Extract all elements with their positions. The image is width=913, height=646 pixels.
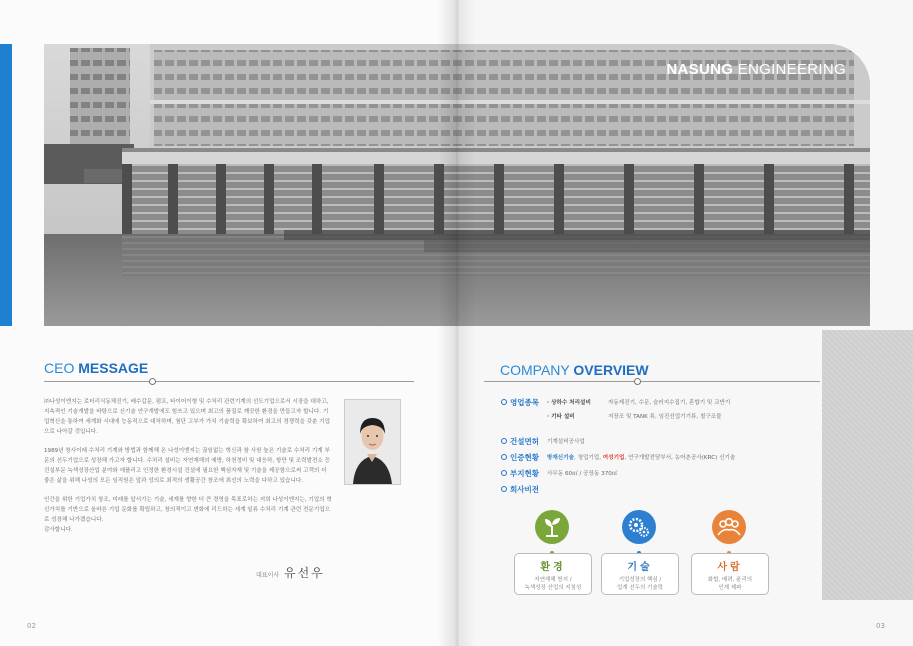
right-gray-panel bbox=[822, 330, 913, 600]
vision-desc: 자연재해 방지 / 녹색성장 산업의 지침성 bbox=[524, 577, 582, 591]
ceo-portrait bbox=[344, 399, 401, 485]
cert-label: 인증현황 bbox=[501, 452, 539, 463]
ceo-message-body bbox=[44, 397, 332, 544]
hero-photo bbox=[44, 44, 870, 326]
signature-name: 유선우 bbox=[284, 566, 325, 580]
sprout-icon bbox=[535, 510, 569, 544]
overview-section-title: COMPANY OVERVIEW bbox=[500, 362, 649, 378]
cert-value: 방재신기술, 청업기업, 여성기업, 연구개발전담부서, 농어촌공사(KRC) 신기술 bbox=[547, 455, 736, 461]
business-label: 영업종목 bbox=[501, 397, 539, 408]
site-value: 사무동 60㎡ / 공장동 370㎡ bbox=[547, 471, 618, 477]
ceo-paragraph: 1989년 창사이래 수처리 기계와 방법과 함께해 온 나성이엔지는 끊임없는 혁신과 참 사원 높은 기술로 수처리 기계 부문의 선두기업으로 성장해 가고자 합니다. 수처리 설비는 자연재해의 예방, 하천정비 및 대응하, 항만 및 조력발전소 등 건설부문 녹색성장산업 분야와 애플리고 인정한 환경시설 건설에 필요한 핵심자재 및 기술을 제공함으로써 고객의 더 좋은 삶을 위해 나성의 모든 임직원은 앞과 성의로 최적의 생활공간 창조에 최선의 노력을 다하고 있습니다. bbox=[44, 448, 330, 484]
floodgate-photo-illustration bbox=[44, 44, 870, 326]
ceo-section-title: CEO MESSAGE bbox=[44, 360, 149, 376]
gears-icon bbox=[622, 510, 656, 544]
page-number-right: 03 bbox=[876, 622, 885, 630]
vision-title: 기술 bbox=[627, 562, 653, 573]
people-icon bbox=[712, 510, 746, 544]
ceo-closing: 감사합니다. bbox=[44, 527, 73, 533]
vision-card-technology bbox=[601, 553, 679, 595]
license-label: 건설면허 bbox=[501, 436, 539, 447]
site-label: 부지현황 bbox=[501, 468, 539, 479]
ceo-title-underline bbox=[44, 381, 414, 382]
overview-title-underline bbox=[484, 381, 820, 382]
vision-card-people bbox=[691, 553, 769, 595]
brand-title: NASUNG ENGINEERING bbox=[666, 61, 846, 78]
vision-label: 회사비전 bbox=[501, 484, 539, 495]
vision-title: 사람 bbox=[717, 562, 743, 573]
license-value: 기계설비공사업 bbox=[547, 439, 585, 445]
business-sub-water: · 상하수 처리설비 bbox=[547, 398, 591, 406]
vision-desc: 화합, 배려, 윤리의 인재 제파 bbox=[707, 577, 753, 591]
overview-title-dot bbox=[634, 378, 641, 385]
business-sub-other: · 기타 설비 bbox=[547, 412, 575, 420]
business-value-water: 자동제진기, 수문, 슬러지수집기, 혼합기 및 교반기 bbox=[608, 400, 731, 406]
ceo-signature bbox=[256, 566, 325, 580]
vision-desc: 기업성장의 핵심 / 업계 선두의 기술력 bbox=[616, 577, 663, 591]
vision-title: 환경 bbox=[540, 562, 566, 573]
ceo-paragraph: ㈜나성이엔지는 로터리식동체진기, 배수갑문, 펌프, 타이어이형 및 수처리 관련기계의 선도기업으로서 시장을 대하고, 지속적인 기술개발을 바탕으로 신기술 연구개발에도 힘쓰고 있으며 최고의 품질로 깨끗한 환경을 만들고자 합니다. 기업혁신을 통하여 세계화 시대에 능동적으로 대처하며, 첨단 고부가 가치 기술력을 확보하여 최고의 경쟁력을 갖춘 기업으로 나아갈 것입니다. bbox=[44, 399, 331, 435]
portrait-illustration bbox=[345, 400, 400, 484]
business-value-other: 저장조 및 TANK 류, 임진선업기기류, 철구조물 bbox=[608, 414, 722, 420]
ceo-title-dot bbox=[149, 378, 156, 385]
page-number-left: 02 bbox=[27, 622, 36, 630]
left-accent-bar bbox=[0, 44, 12, 326]
vision-card-environment bbox=[514, 553, 592, 595]
ceo-paragraph: 인간을 위한 기업가치 창조, 미래를 앞서가는 기술, 세계를 향한 더 큰 경영을 목표로하는 저희 나성이엔지는, 기업의 혁신가치를 기반으로 올바른 기업 문화를 확립하고, 창의적이고 변화에 리드하는 세계 일류 수처리 기계 관련 전문기업으로 성장해 나가겠습니다. bbox=[44, 497, 332, 523]
signature-role: 대표이사 bbox=[256, 572, 280, 579]
